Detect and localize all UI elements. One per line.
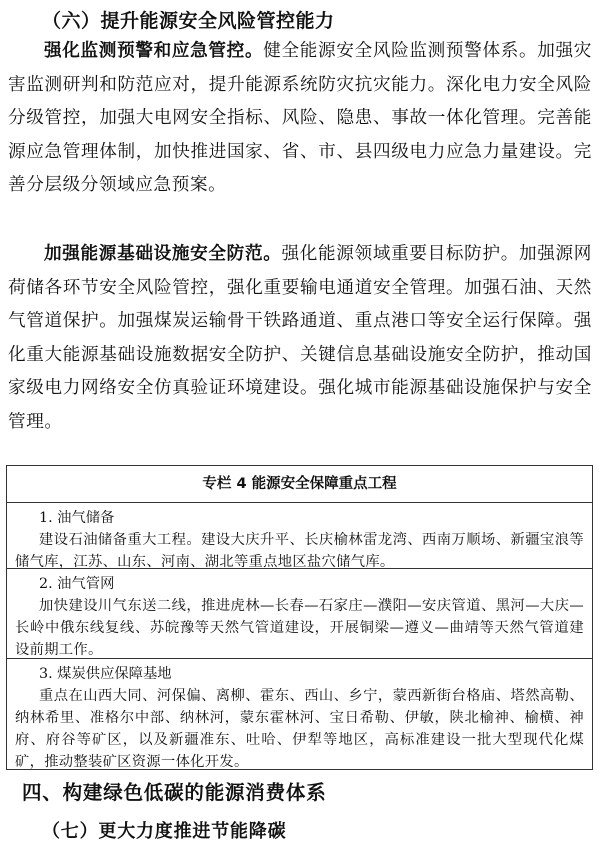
box-section-coal-supply <box>7 659 592 774</box>
paragraph-monitoring-body: 健全能源安全风险监测预警体系。加强灾害监测研判和防范应对，提升能源系统防灾抗灾能力。深化电力安全风险分级管控，加强大电网安全指标、风险、隐患、事故一体化管理。完善能源应急管理体制，加快推进国家、省、市、县四级电力应急力量建设。完善分层级分领域应急预案。 <box>8 41 592 195</box>
box-section-title: 2. 油气管网 <box>39 576 115 592</box>
paragraph-monitoring-lead: 强化监测预警和应急管控。 <box>44 41 264 61</box>
section-4-heading: 四、构建绿色低碳的能源消费体系 <box>22 781 327 804</box>
paragraph-infrastructure-lead: 加强能源基础设施安全防范。 <box>44 244 282 264</box>
box-section-body: 重点在山西大同、河保偏、离柳、霍东、西山、乡宁，蒙西新街台格庙、塔然高勒、纳林希里、准格尔中部、纳林河，蒙东霍林河、宝日希勒、伊敏，陕北榆神、榆横、神府、府谷等矿区，以及新疆准东、吐哈、伊犁等地区，高标准建设一批大型现代化煤矿，推动整装矿区资源一体化开发。 <box>15 688 584 770</box>
paragraph-infrastructure-body: 强化能源领域重要目标防护。加强源网荷储各环节安全风险管控，强化重要输电通道安全管理。加强石油、天然气管道保护。加强煤炭运输骨干铁路通道、重点港口等安全运行保障。强化重大能源基础设施数据安全防护、关键信息基础设施安全防护，推动国家级电力网络安全仿真验证环境建设。强化城市能源基础设施保护与安全管理。 <box>8 244 592 432</box>
section-6-heading: （六）提升能源安全风险管控能力 <box>42 10 335 32</box>
box-section-title: 3. 煤炭供应保障基地 <box>39 666 172 682</box>
box-section-oil-gas-reserve <box>7 503 592 569</box>
box-section-title: 1. 油气储备 <box>39 510 115 526</box>
box-section-body: 建设石油储备重大工程。建设大庆升平、长庆榆林雷龙湾、西南万顺场、新疆宝浪等储气库，江苏、山东、河南、湖北等重点地区盐穴储气库。 <box>15 532 584 570</box>
column-box-title: 专栏 4 能源安全保障重点工程 <box>7 466 592 503</box>
paragraph-monitoring <box>8 35 592 203</box>
paragraph-infrastructure <box>8 238 592 439</box>
box-section-body: 加快建设川气东送二线，推进虎林—长春—石家庄—濮阳—安庆管道、黑河—大庆—长岭中俄东线复线、苏皖豫等天然气管道建设，开展铜梁—遵义—曲靖等天然气管道建设前期工作。 <box>15 598 584 658</box>
section-7-heading: （七）更大力度推进节能降碳 <box>42 821 287 842</box>
box-section-pipeline <box>7 569 592 659</box>
column-box <box>6 465 593 770</box>
